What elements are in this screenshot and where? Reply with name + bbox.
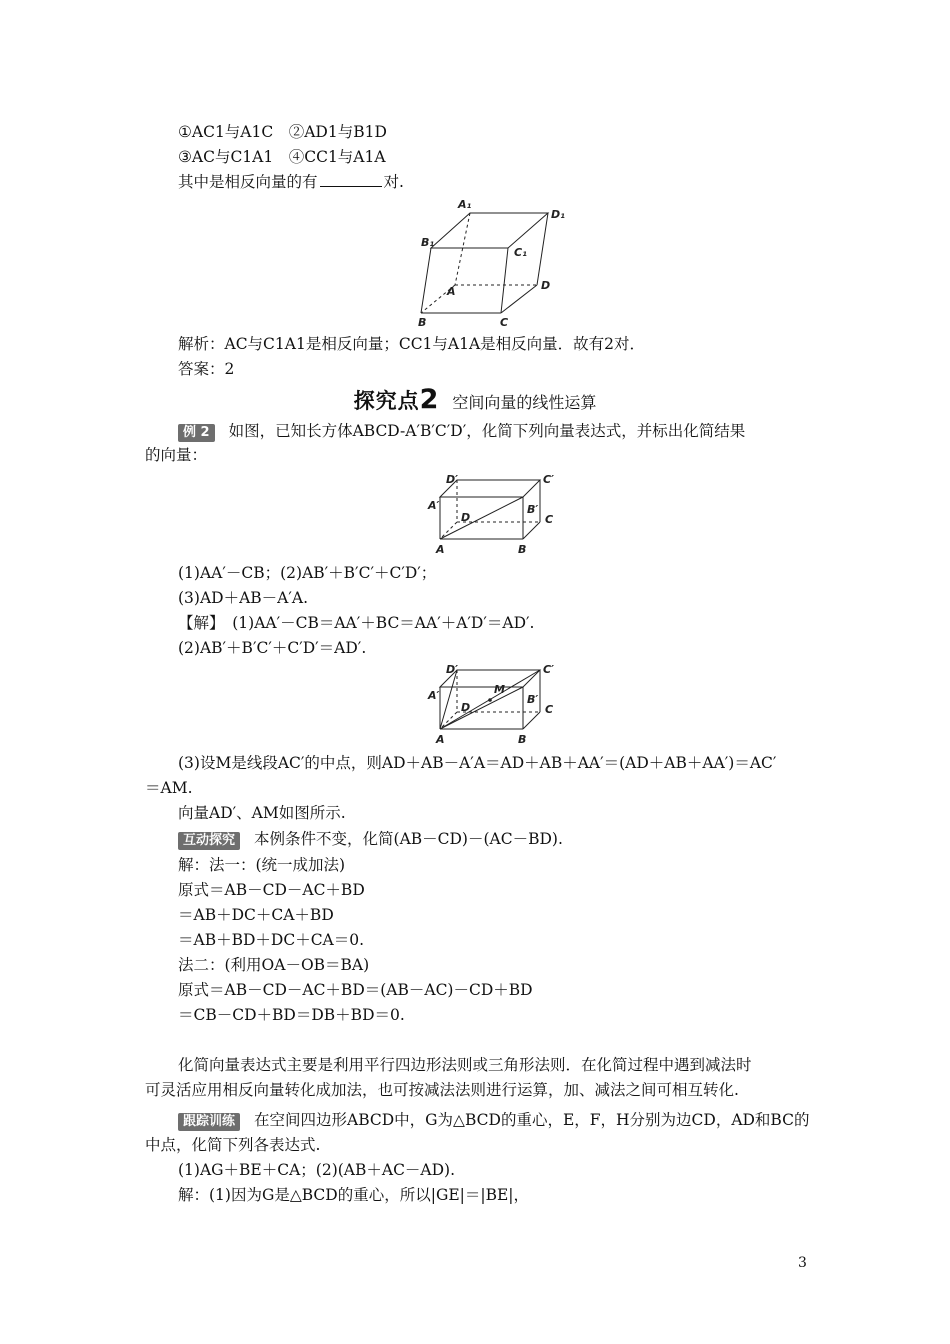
section-heading [0,384,950,415]
label-a: A [447,285,456,298]
method-1-line-3: ＝AB＋BD＋DC＋CA＝0. [178,931,365,949]
track-tag: 跟踪训练 [178,1113,240,1131]
question-line [178,171,404,193]
label-a: A [436,543,445,556]
heading-title: 探究点 [353,389,420,413]
track-line-1 [178,1109,809,1131]
label-m: M [494,683,505,696]
cuboid-with-midpoint-figure [420,661,570,749]
answer-line: 答案：2 [178,360,235,378]
label-b1: B₁ [421,236,435,249]
cuboid-figure [420,471,570,559]
midpoint-m-dot [488,698,492,702]
pairs-line-2: ③AC与C1A1 ④CC1与A1A [178,148,386,166]
example-tag: 例 2 [178,424,215,442]
answer-blank [320,172,382,187]
interactive-line [178,828,563,850]
example-2-line-2: 的向量： [145,446,208,464]
label-c-prime: C′ [543,473,554,486]
interactive-text: 本例条件不变，化简(AB－CD)－(AC－BD). [254,830,563,848]
label-b: B [418,316,427,329]
question-suffix: 对. [383,173,404,191]
example-2-text: 如图，已知长方体ABCD-A′B′C′D′，化简下列向量表达式，并标出化简结果 [228,422,746,440]
solution-line-1: 【解】 (1)AA′－CB＝AA′＋BC＝AA′＋A′D′＝AD′. [178,614,535,632]
label-d-prime: D′ [446,663,459,676]
label-c1: C₁ [514,246,527,259]
example-2-question-1: (1)AA′－CB；(2)AB′＋B′C′＋C′D′； [178,564,437,582]
method-1-title: 解：法一：(统一成加法) [178,856,346,874]
label-c: C [545,513,554,526]
method-2-title: 法二：(利用OA－OB＝BA) [178,956,370,974]
summary-line-2: 可灵活应用相反向量转化成加法，也可按减法法则进行运算，加、减法之间可相互转化. [145,1081,739,1099]
track-text: 在空间四边形ABCD中，G为△BCD的重心，E，F，H分别为边CD，AD和BC的 [254,1111,810,1129]
analysis-line: 解析：AC与C1A1是相反向量；CC1与A1A是相反向量．故有2对． [178,335,646,353]
label-c-prime: C′ [543,663,554,676]
heading-number: 2 [419,384,439,415]
label-d: D [461,511,471,524]
page-number: 3 [798,1255,807,1271]
label-b-prime: B′ [527,693,539,706]
track-line-2: 中点，化简下列各表达式. [145,1136,321,1154]
summary-line-1: 化简向量表达式主要是利用平行四边形法则或三角形法则．在化简过程中遇到减法时 [178,1056,752,1074]
track-question: (1)AG＋BE＋CA；(2)(AB＋AC－AD). [178,1161,456,1179]
solution-line-2: (2)AB′＋B′C′＋C′D′＝AD′. [178,639,367,657]
example-2-line-1 [178,420,745,442]
method-1-line-1: 原式＝AB－CD－AC＋BD [178,881,365,899]
pairs-line-1: ①AC1与A1C ②AD1与B1D [178,123,387,141]
example-2-question-2: (3)AD＋AB－A′A. [178,589,308,607]
label-b-prime: B′ [527,503,539,516]
solution-line-4: 向量AD′、AM如图所示. [178,804,346,822]
label-b: B [518,733,527,746]
label-c: C [545,703,554,716]
interactive-tag: 互动探究 [178,832,240,850]
label-a: A [436,733,445,746]
method-1-line-2: ＝AB＋DC＋CA＋BD [178,906,334,924]
heading-subtitle: 空间向量的线性运算 [452,393,597,412]
solution-line-3b: ＝AM. [145,779,193,797]
question-prefix: 其中是相反向量的有 [178,173,318,191]
method-2-line-1: 原式＝AB－CD－AC＋BD＝(AB－AC)－CD＋BD [178,981,533,999]
method-2-line-2: ＝CB－CD＋BD＝DB＋BD＝0. [178,1006,405,1024]
label-d1: D₁ [551,208,565,221]
label-a-prime: A′ [428,689,440,702]
solution-line-3a: (3)设M是线段AC′的中点，则AD＋AB－A′A＝AD＋AB＋AA′＝(AD＋AB＋AA′)＝AC′ [178,754,777,772]
label-a1: A₁ [458,198,472,211]
label-d: D [461,701,471,714]
label-b: B [518,543,527,556]
label-a-prime: A′ [428,499,440,512]
label-c: C [500,316,509,329]
track-solution: 解：(1)因为G是△BCD的重心，所以|GE|＝|BE|， [178,1186,530,1204]
label-d: D [541,279,551,292]
label-d-prime: D′ [446,473,459,486]
parallelepiped-figure [415,196,565,330]
